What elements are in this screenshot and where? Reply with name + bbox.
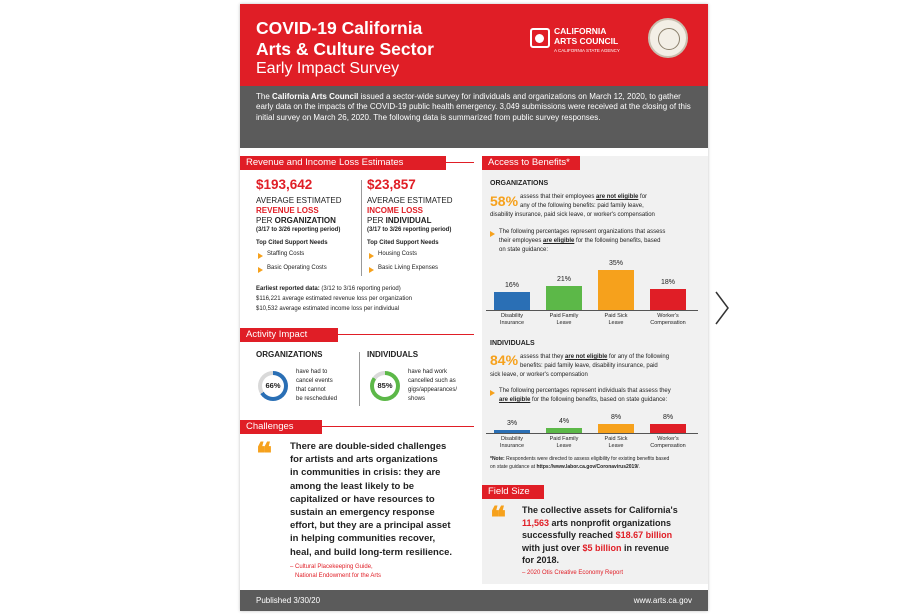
chart-bar [494, 430, 530, 433]
org-revenue-amount: $193,642 [256, 177, 313, 192]
arts-council-logo [530, 26, 640, 62]
activity-org-text-2: cancel events [296, 378, 333, 384]
chart-axis-line [486, 433, 698, 434]
org-rev-label-2: REVENUE LOSS [256, 206, 319, 215]
t: for the following benefits, based [574, 238, 661, 244]
divider [359, 352, 360, 406]
earliest-line-2: $116,221 average estimated revenue loss per organization [256, 296, 412, 302]
activity-org-text-3: that cannot [296, 387, 326, 393]
title-line-1: COVID-19 California [256, 18, 423, 38]
org-need-2: Basic Operating Costs [267, 265, 327, 271]
benefits-ind-note-1: The following percentages represent individuals that assess they [499, 388, 671, 394]
bullet-icon [369, 253, 374, 259]
divider [361, 180, 362, 276]
benefits-org-title: ORGANIZATIONS [490, 180, 549, 187]
activity-ind-title: INDIVIDUALS [367, 350, 419, 359]
benefits-ind-title: INDIVIDUALS [490, 340, 535, 347]
chart-category-label: Worker's Compensation [650, 436, 686, 449]
bullet-icon [490, 390, 495, 396]
chart-category-label: Paid Sick Leave [604, 436, 628, 449]
chart-bar [650, 289, 686, 310]
challenges-heading: Challenges [240, 420, 322, 434]
fs-line [522, 529, 678, 542]
fs-line [522, 542, 678, 555]
chart-data-label: 35% [608, 260, 623, 267]
benefits-org-pct: 58% [490, 193, 519, 209]
fs-line: for 2018. [522, 555, 560, 565]
org-rev-label-3a: PER [256, 216, 275, 225]
t: for any of the following [607, 354, 670, 360]
field-size-heading: Field Size [482, 485, 544, 499]
divider [338, 334, 474, 335]
activity-ind-text-4: shows [408, 396, 426, 402]
intro-paragraph [240, 86, 708, 148]
quote-icon: ❝ [490, 501, 507, 536]
benefits-heading: Access to Benefits* [482, 156, 580, 170]
ind-income-amount: $23,857 [367, 177, 416, 192]
org-needs-title: Top Cited Support Needs [256, 240, 328, 246]
ind-inc-period: (3/17 to 3/26 reporting period) [367, 227, 452, 233]
chart-data-label: 8% [662, 413, 674, 421]
t: with just over [522, 542, 583, 553]
ind-needs-title: Top Cited Support Needs [367, 240, 439, 246]
benefits-org-note-1: The following percentages represent organizations that assess [499, 229, 666, 235]
benefits-org-note-2 [499, 238, 660, 244]
t: assess that they [520, 354, 566, 360]
quote-line: capitalized or have resources to [290, 493, 435, 505]
ind-inc-label-3 [367, 216, 431, 225]
challenges-source-2: National Endowment for the Arts [295, 573, 382, 579]
chevron-right-icon[interactable] [712, 288, 732, 328]
org-rev-label-1: AVERAGE ESTIMATED [256, 196, 342, 205]
challenges-source-1: – Cultural Placekeeping Guide, [290, 564, 373, 570]
logo-text-1: CALIFORNIA [554, 26, 607, 36]
activity-org-text-1: have had to [296, 369, 328, 375]
bullet-icon [369, 267, 374, 273]
benefits-org-l3: disability insurance, paid sick leave, or worker's compensation [490, 212, 655, 218]
quote-line: There are double-sided challenges [290, 441, 447, 452]
benefits-ind-pct: 84% [490, 352, 519, 368]
header-banner [240, 4, 708, 86]
ind-need-2: Basic Living Expenses [378, 265, 439, 271]
website-link[interactable]: www.arts.ca.gov [633, 596, 692, 605]
chart-data-label: 8% [610, 413, 622, 421]
chart-data-label: 16% [504, 281, 519, 289]
ind-need-1: Housing Costs [378, 251, 418, 257]
t: are not eligible [596, 194, 639, 200]
benefits-org-l2: any of the following benefits: paid family leave, [520, 203, 644, 209]
quote-line: heal, and build long-term resilience. [290, 546, 453, 558]
chart-bar [546, 428, 582, 433]
benefits-ind-l1 [520, 354, 669, 360]
t: 11,563 [522, 517, 550, 528]
earliest-bold: Earliest reported data: [256, 286, 320, 292]
org-progress-value: 66% [262, 375, 284, 397]
t: successfully reached [522, 530, 616, 540]
intro-text-a: The [256, 92, 273, 101]
t: in revenue [621, 542, 670, 553]
activity-ind-text-3: gigs/appearances/ [408, 387, 458, 393]
quote-line: effort, but they are a principal asset [290, 520, 451, 532]
activity-org-text-4: be rescheduled [296, 396, 338, 402]
t: on state guidance at [490, 464, 537, 470]
chart-category-label: Disability Insurance [499, 436, 525, 449]
chart-bar [546, 286, 582, 310]
t: assess that their employees [520, 194, 597, 200]
t: their employees [499, 238, 544, 244]
t: for the following benefits, based on state guidance: [530, 397, 668, 403]
state-seal-icon [648, 18, 688, 58]
activity-ind-text [408, 368, 457, 404]
benefits-ind-l2: benefits: paid family leave, disability insurance, paid [520, 363, 658, 369]
t: *Note: [490, 456, 505, 462]
benefits-footnote-2 [490, 464, 640, 470]
bullet-icon [490, 231, 495, 237]
quote-line: for artists and arts organizations [290, 454, 438, 466]
ind-inc-label-1: AVERAGE ESTIMATED [367, 196, 453, 205]
divider [322, 426, 474, 427]
chart-bar [650, 424, 686, 433]
logo-text-3: A CALIFORNIA STATE AGENCY [554, 48, 620, 53]
field-size-text [522, 504, 678, 567]
t: arts nonprofit organizations [549, 517, 672, 528]
activity-org-title: ORGANIZATIONS [256, 350, 323, 359]
fs-line [522, 517, 678, 530]
org-rev-period: (3/17 to 3/26 reporting period) [256, 227, 341, 233]
benefits-footnote-1 [490, 456, 669, 462]
bullet-icon [258, 253, 263, 259]
activity-heading: Activity Impact [240, 328, 338, 342]
chart-bar [494, 292, 530, 310]
intro-text-bold: California Arts Council [272, 92, 359, 101]
quote-line: in helping communities recover, [290, 533, 436, 545]
infographic-page [240, 4, 708, 611]
quote-line: among the least likely to be [290, 480, 415, 492]
benefits-ind-note-2 [499, 397, 667, 403]
footnote-link[interactable]: https://www.labor.ca.gov/Coronavirus2019/ [536, 464, 639, 470]
activity-org-text [296, 368, 337, 404]
org-progress-ring [258, 371, 288, 401]
ind-inc-label-2: INCOME LOSS [367, 206, 424, 215]
t: Respondents were directed to assess eligibility for existing benefits based [504, 456, 670, 462]
t: are eligible [543, 238, 575, 244]
ind-progress-ring [370, 371, 400, 401]
t: are eligible [499, 397, 531, 403]
footer-bar [240, 590, 708, 611]
ind-inc-label-3b: INDIVIDUAL [385, 216, 432, 225]
t: $5 billion [582, 542, 622, 553]
bullet-icon [258, 267, 263, 273]
chart-data-label: 4% [558, 418, 570, 426]
activity-ind-text-2: cancelled such as [408, 378, 456, 384]
logo-mark-icon [530, 28, 550, 48]
org-rev-label-3 [256, 216, 336, 225]
fs-line: The collective assets for California's [522, 505, 678, 515]
chart-data-label: 21% [556, 276, 571, 283]
chart-category-label: Paid Family Leave [549, 436, 579, 449]
revenue-heading: Revenue and Income Loss Estimates [240, 156, 446, 170]
t: . [638, 464, 640, 470]
earliest-rest: (3/12 to 3/16 reporting period) [319, 286, 401, 292]
quote-line: in communities in crisis: they are [290, 467, 441, 479]
quote-icon: ❝ [256, 437, 273, 472]
org-rev-label-3b: ORGANIZATION [274, 216, 336, 225]
chart-category-label: Paid Sick Leave [604, 313, 628, 326]
challenges-quote [290, 440, 452, 559]
title-line-2: Arts & Culture Sector [256, 39, 434, 59]
logo-text-2: ARTS COUNCIL [554, 36, 619, 46]
chart-category-label: Disability Insurance [499, 313, 525, 326]
chart-bar [598, 270, 634, 310]
org-need-1: Staffing Costs [267, 251, 305, 257]
field-size-source: – 2020 Otis Creative Economy Report [522, 570, 624, 576]
t: $18.67 billion [615, 530, 673, 540]
title-line-3: Early Impact Survey [256, 60, 400, 77]
activity-ind-text-1: have had work [408, 369, 448, 375]
chart-data-label: 18% [660, 279, 675, 287]
t: are not eligible [565, 354, 608, 360]
chart-category-label: Worker's Compensation [650, 313, 686, 326]
benefits-org-l1 [520, 194, 647, 200]
benefits-ind-l3: sick leave, or worker's compensation [490, 372, 588, 378]
published-date: Published 3/30/20 [256, 596, 321, 605]
benefits-org-note-3: on state guidance: [499, 247, 549, 253]
divider [446, 162, 474, 163]
ind-progress-value: 85% [374, 375, 396, 397]
chart-category-label: Paid Family Leave [549, 313, 579, 326]
intro-text-b: issued a sector-wide survey for individuals and organizations on March 12, 2020, to gather early data on the impacts of the COVID-19 public health emergency. 3,049 submissions were received at the closing of this initial survey on March 26, 2020. The following data is summarized from public survey responses. [256, 92, 691, 122]
earliest-line-3: $10,532 average estimated income loss per individual [256, 306, 400, 312]
chart-axis-line [486, 310, 698, 311]
t: for [638, 194, 648, 200]
quote-line: sustain an emergency response [290, 507, 435, 519]
earliest-line-1 [256, 286, 401, 292]
chart-bar [598, 424, 634, 433]
chart-data-label: 3% [506, 419, 518, 427]
ind-inc-label-3a: PER [367, 216, 386, 225]
